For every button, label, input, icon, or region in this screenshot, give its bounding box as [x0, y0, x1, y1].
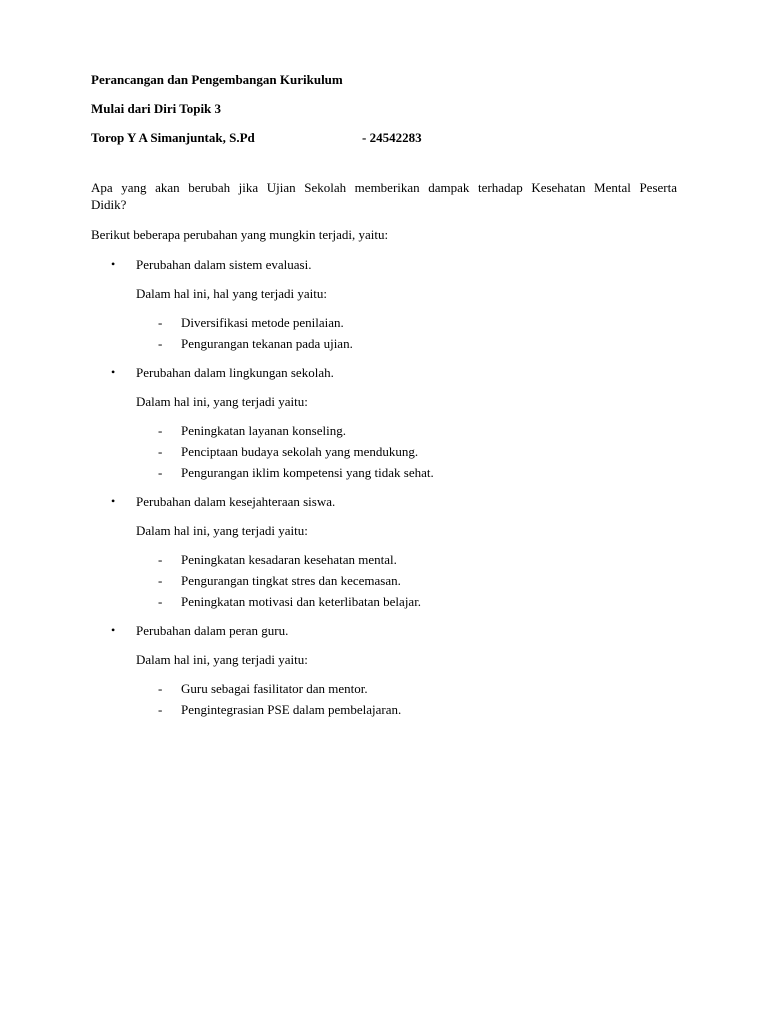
dash-icon: - — [158, 423, 163, 438]
question-paragraph: Apa yang akan berubah jika Ujian Sekolah memberikan dampak terhadap Kesehatan Mental Peserta Didik? — [91, 180, 677, 212]
bullet-text: Perubahan dalam lingkungan sekolah. — [136, 365, 334, 380]
sub-intro: Dalam hal ini, yang terjadi yaitu: — [136, 652, 308, 667]
dash-text: Pengurangan tekanan pada ujian. — [181, 336, 353, 351]
author-name: Torop Y A Simanjuntak, S.Pd — [91, 130, 255, 145]
dash-item — [91, 593, 677, 610]
dash-text: Penciptaan budaya sekolah yang mendukung. — [181, 444, 419, 459]
dash-item — [91, 335, 677, 352]
bullet-text: Perubahan dalam kesejahteraan siswa. — [136, 494, 336, 509]
topic-title: Mulai dari Diri Topik 3 — [91, 101, 222, 116]
dash-item — [91, 680, 677, 697]
bullet-item — [91, 364, 677, 381]
dash-text: Pengurangan tingkat stres dan kecemasan. — [181, 573, 401, 588]
dash-icon: - — [158, 315, 163, 330]
dash-icon: - — [158, 465, 163, 480]
bullet-item — [91, 622, 677, 639]
change-list — [91, 256, 677, 718]
change-section — [91, 493, 677, 610]
dash-icon: - — [158, 681, 163, 696]
dash-icon: - — [158, 336, 163, 351]
dash-text: Diversifikasi metode penilaian. — [181, 315, 344, 330]
dash-item — [91, 572, 677, 589]
dash-list — [91, 551, 677, 610]
dash-icon: - — [158, 594, 163, 609]
dash-text: Pengintegrasian PSE dalam pembelajaran. — [181, 702, 402, 717]
bullet-icon: • — [111, 623, 116, 637]
dash-item — [91, 422, 677, 439]
dash-text: Guru sebagai fasilitator dan mentor. — [181, 681, 368, 696]
sub-intro: Dalam hal ini, hal yang terjadi yaitu: — [136, 286, 327, 301]
dash-item — [91, 314, 677, 331]
dash-icon: - — [158, 552, 163, 567]
bullet-icon: • — [111, 257, 116, 271]
document-page — [91, 71, 677, 730]
change-section — [91, 256, 677, 352]
bullet-icon: • — [111, 494, 116, 508]
bullet-item — [91, 493, 677, 510]
dash-icon: - — [158, 573, 163, 588]
dash-text: Peningkatan layanan konseling. — [181, 423, 346, 438]
change-section — [91, 364, 677, 481]
dash-icon: - — [158, 702, 163, 717]
bullet-icon: • — [111, 365, 116, 379]
bullet-item — [91, 256, 677, 273]
dash-item — [91, 551, 677, 568]
dash-item — [91, 464, 677, 481]
author-id: - 24542283 — [362, 130, 422, 145]
dash-icon: - — [158, 444, 163, 459]
dash-list — [91, 680, 677, 718]
dash-item — [91, 701, 677, 718]
sub-intro: Dalam hal ini, yang terjadi yaitu: — [136, 394, 308, 409]
author-line — [91, 129, 677, 146]
sub-intro: Dalam hal ini, yang terjadi yaitu: — [136, 523, 308, 538]
dash-text: Pengurangan iklim kompetensi yang tidak sehat. — [181, 465, 434, 480]
bullet-text: Perubahan dalam sistem evaluasi. — [136, 257, 312, 272]
dash-list — [91, 422, 677, 481]
course-title: Perancangan dan Pengembangan Kurikulum — [91, 72, 343, 87]
dash-list — [91, 314, 677, 352]
dash-text: Peningkatan motivasi dan keterlibatan belajar. — [181, 594, 422, 609]
dash-text: Peningkatan kesadaran kesehatan mental. — [181, 552, 397, 567]
bullet-text: Perubahan dalam peran guru. — [136, 623, 289, 638]
change-section — [91, 622, 677, 718]
dash-item — [91, 443, 677, 460]
intro-paragraph: Berikut beberapa perubahan yang mungkin terjadi, yaitu: — [91, 227, 389, 242]
